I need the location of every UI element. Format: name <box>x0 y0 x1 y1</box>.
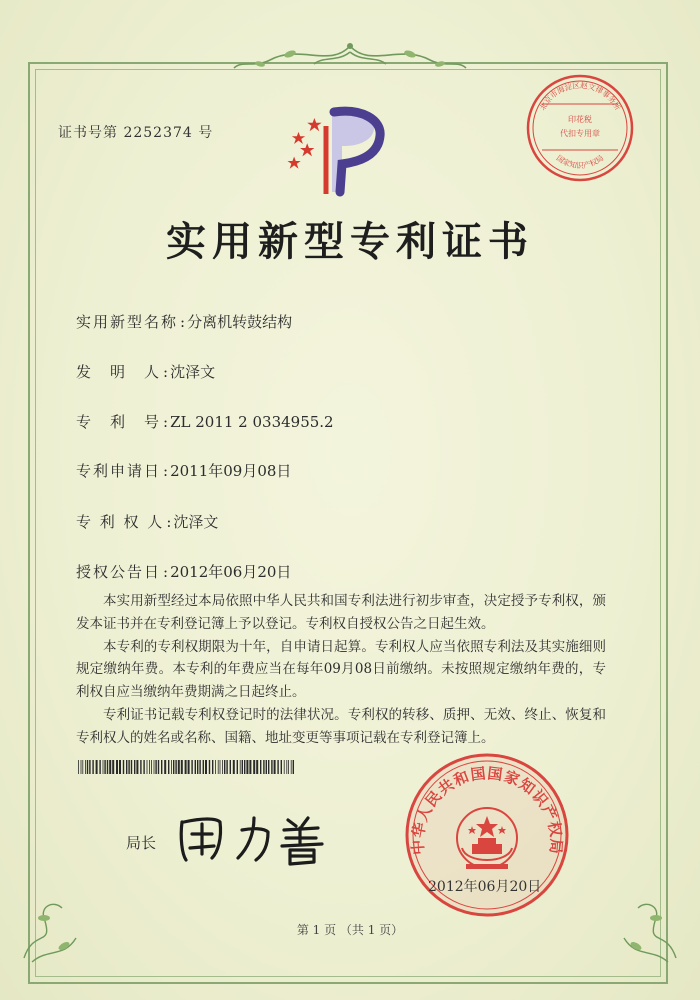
barcode-bar <box>253 760 255 774</box>
barcode-bar <box>154 760 155 774</box>
barcode-bar <box>185 760 187 774</box>
barcode-bar <box>134 760 135 774</box>
barcode-bar <box>158 760 159 774</box>
barcode-bar <box>249 760 251 774</box>
field-label: 专利申请日 <box>76 462 162 480</box>
barcode-bar <box>119 760 121 774</box>
field-label: 发 明 人 <box>76 363 162 381</box>
barcode-bar <box>268 760 269 774</box>
barcode-bar <box>112 760 114 774</box>
barcode-bar <box>277 760 278 774</box>
barcode-bar <box>109 760 111 774</box>
barcode-bar <box>244 760 245 774</box>
director-signature <box>172 808 332 868</box>
barcode-bar <box>78 760 79 774</box>
barcode-bar <box>266 760 267 774</box>
barcode-bar <box>175 760 176 774</box>
field-patent-number: 专 利 号 : ZL 2011 2 0334955.2 <box>76 413 334 431</box>
barcode-bar <box>209 760 210 774</box>
barcode-bar <box>181 760 183 774</box>
barcode-bar <box>218 760 219 774</box>
certificate-number-value: 2252374 <box>123 125 193 141</box>
barcode-bar <box>188 760 190 774</box>
barcode-bar <box>104 760 105 774</box>
barcode-bar <box>149 760 150 774</box>
field-patentee: 专 利 权 人 : 沈泽文 <box>76 513 219 531</box>
barcode-bar <box>92 760 93 774</box>
barcode-bar <box>89 760 90 774</box>
barcode-bar <box>103 760 104 774</box>
barcode-bar <box>246 760 248 774</box>
certificate-body <box>76 590 606 750</box>
tax-seal-bottom-text: 国家知识产权局 <box>554 153 606 170</box>
certificate-title: 实用新型专利证书 <box>166 219 534 265</box>
barcode-bar <box>173 760 174 774</box>
barcode-bar <box>288 760 289 774</box>
barcode-bar <box>151 760 152 774</box>
barcode-bar <box>215 760 216 774</box>
field-label: 授权公告日 <box>76 563 162 581</box>
field-value: 2011年09月08日 <box>170 462 292 480</box>
field-label: 专 利 号 <box>76 413 162 431</box>
body-paragraph: 专利证书记载专利权登记时的法律状况。专利权的转移、质押、无效、终止、恢复和专利权人的姓名或名称、国籍、地址变更等事项记载在专利登记簿上。 <box>76 706 606 746</box>
barcode-bar <box>82 760 83 774</box>
director-label: 局长 <box>126 834 157 852</box>
field-label: 实用新型名称 <box>76 313 179 331</box>
barcode-bar <box>195 760 196 774</box>
barcode-bar <box>237 760 238 774</box>
field-utility-model-name: 实用新型名称 : 分离机转鼓结构 <box>76 313 293 331</box>
barcode-bar <box>233 760 235 774</box>
barcode-bar <box>128 760 129 774</box>
barcode-bar <box>178 760 180 774</box>
certificate-number-suffix: 号 <box>198 125 214 141</box>
barcode-bar <box>131 760 132 774</box>
barcode-bar <box>230 760 231 774</box>
barcode-bar <box>271 760 272 774</box>
page-number: 第 1 页 （共 1 页） <box>296 923 404 937</box>
barcode-bar <box>281 760 282 774</box>
barcode-bar <box>99 760 100 774</box>
barcode-bar <box>274 760 276 774</box>
tax-seal-arc-text: 北京市海淀区赵文律事务所 <box>537 80 623 112</box>
barcode-bar <box>126 760 127 774</box>
field-value: ZL 2011 2 0334955.2 <box>170 413 334 431</box>
barcode-bar <box>164 760 166 774</box>
barcode-bar <box>81 760 82 774</box>
field-label: 专 利 权 人 <box>76 513 165 531</box>
barcode-bar <box>87 760 88 774</box>
field-application-date: 专利申请日 : 2011年09月08日 <box>76 462 292 480</box>
barcode-bar <box>143 760 144 774</box>
field-value: 2012年06月20日 <box>170 563 292 581</box>
barcode-bar <box>116 760 118 774</box>
field-value: 分离机转鼓结构 <box>187 313 293 331</box>
barcode-bar <box>260 760 261 774</box>
certificate-number <box>58 122 213 142</box>
field-value: 沈泽文 <box>170 363 216 381</box>
barcode-bar <box>242 760 243 774</box>
barcode-bar <box>291 760 292 774</box>
barcode-bar <box>191 760 192 774</box>
barcode-bar <box>147 760 148 774</box>
barcode-bar <box>197 760 198 774</box>
barcode-bar <box>96 760 98 774</box>
barcode-bar <box>199 760 200 774</box>
barcode-bar <box>212 760 213 774</box>
barcode-bar <box>155 760 156 774</box>
barcode-bar <box>293 760 294 774</box>
barcode-bar <box>171 760 172 774</box>
barcode-bar <box>136 760 138 774</box>
barcode-bar <box>203 760 204 774</box>
barcode-bar <box>286 760 287 774</box>
body-paragraph: 本实用新型经过本局依照中华人民共和国专利法进行初步审查，决定授予专利权，颁发本证书并在专利登记簿上予以登记。专利权自授权公告之日起生效。 <box>76 593 606 632</box>
barcode-bar <box>240 760 241 774</box>
field-value: 沈泽文 <box>173 513 219 531</box>
top-ornament <box>230 38 470 80</box>
seal-arc-text: 中华人民共和国国家知识产权局 <box>408 764 566 856</box>
field-inventor: 发 明 人 : 沈泽文 <box>76 363 216 381</box>
barcode-bar <box>140 760 141 774</box>
patent-office-logo <box>282 106 392 198</box>
seal-date: 2012年06月20日 <box>428 879 542 895</box>
barcode-bar <box>85 760 86 774</box>
barcode-bar <box>205 760 207 774</box>
barcode-bar <box>123 760 124 774</box>
body-paragraph: 本专利的专利权期限为十年，自申请日起算。专利权人应当依照专利法及其实施细则规定缴纳年费。本专利的年费应当在每年09月08日前缴纳。未按照规定缴纳年费的，专利权自应当缴纳年费期满之日起终止。 <box>76 638 606 701</box>
certificate-number-label: 证书号第 <box>58 125 118 141</box>
barcode-bar <box>107 760 108 774</box>
svg-text:国家知识产权局 <box>555 153 606 170</box>
barcode-bar <box>222 760 223 774</box>
barcode-bar <box>168 760 169 774</box>
tax-seal-line3: 代扣专用章 <box>560 129 600 138</box>
tax-seal-line2: 印花税 <box>568 115 592 124</box>
barcode-bar <box>220 760 221 774</box>
barcode-bar <box>224 760 225 774</box>
field-grant-date: 授权公告日 : 2012年06月20日 <box>76 563 292 581</box>
barcode-bar <box>161 760 162 774</box>
barcode-bar <box>226 760 227 774</box>
barcode-bar <box>263 760 264 774</box>
tax-seal <box>522 70 638 186</box>
barcode <box>78 760 296 774</box>
barcode-bar <box>284 760 285 774</box>
barcode-bar <box>256 760 258 774</box>
